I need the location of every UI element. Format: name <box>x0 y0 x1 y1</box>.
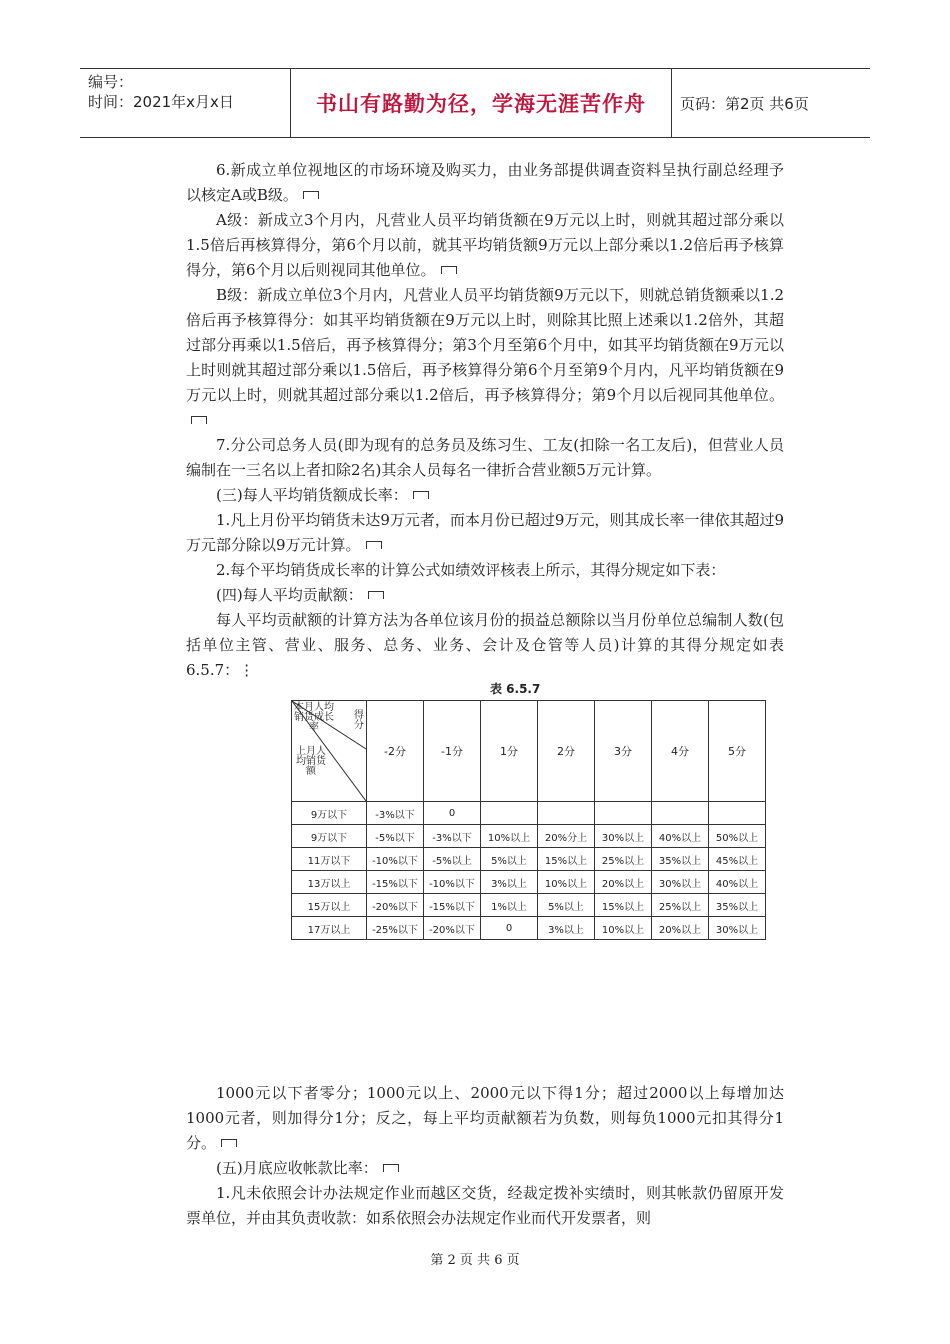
table-cell: 10%以上 <box>481 825 538 848</box>
table-header-row <box>292 701 766 802</box>
score-header: 2分 <box>538 701 595 802</box>
table-cell: 15%以上 <box>538 848 595 871</box>
table-cell: 25%以上 <box>595 848 652 871</box>
table-cell: 10%以上 <box>595 917 652 940</box>
table-cell: 0 <box>481 917 538 940</box>
table-cell: 30%以上 <box>709 917 766 940</box>
table-cell: -3%以下 <box>367 802 424 825</box>
score-header: 5分 <box>709 701 766 802</box>
table-corner-cell <box>292 701 367 802</box>
score-table-wrap <box>291 700 766 940</box>
corner-label-right: 得分 <box>354 710 364 731</box>
score-header: -2分 <box>367 701 424 802</box>
table-cell: -3%以下 <box>424 825 481 848</box>
table-cell <box>538 802 595 825</box>
table-cell: 50%以上 <box>709 825 766 848</box>
table-cell: 20%以上 <box>652 917 709 940</box>
table-cell: 40%以上 <box>652 825 709 848</box>
paragraph-mark-icon <box>191 416 207 424</box>
paragraph: (四)每人平均贡献额： <box>186 583 784 608</box>
table-cell: -20%以下 <box>424 917 481 940</box>
table-cell: -25%以下 <box>367 917 424 940</box>
table-cell: 30%以上 <box>652 871 709 894</box>
paragraph: 6.新成立单位视地区的市场环境及购买力，由业务部提供调查资料呈执行副总经理予以核定A或B级。 <box>186 161 784 204</box>
corner-label-top: 本月人均销货成长率 <box>294 702 334 733</box>
table-cell <box>481 802 538 825</box>
table-cell: 20%以上 <box>595 871 652 894</box>
table-row <box>292 825 766 848</box>
header-motto: 书山有路勤为径，学海无涯苦作舟 <box>290 69 672 137</box>
score-header: 4分 <box>652 701 709 802</box>
header-left <box>80 69 290 137</box>
table-title: 表 6.5.7 <box>490 682 541 696</box>
paragraph: 每人平均贡献额的计算方法为各单位该月份的损益总额除以当月份单位总编制人数(包括单位主管、营业、服务、总务、业务、会计及仓管等人员)计算的其得分规定如表6.5.7：⋮ <box>186 611 784 679</box>
table-cell: -15%以下 <box>367 871 424 894</box>
paragraph: 7.分公司总务人员(即为现有的总务员及练习生、工友(扣除一名工友后)，但营业人员编制在一三名以上者扣除2名)其余人员每名一律折合营业额5万元计算。 <box>186 436 784 479</box>
table-row <box>292 848 766 871</box>
page-footer: 第 2 页 共 6 页 <box>430 1253 520 1268</box>
table-cell: -15%以下 <box>424 894 481 917</box>
table-cell: -20%以下 <box>367 894 424 917</box>
table-cell: 1%以上 <box>481 894 538 917</box>
score-table <box>291 700 766 940</box>
table-cell: 25%以上 <box>652 894 709 917</box>
score-header: 3分 <box>595 701 652 802</box>
paragraph-mark-icon <box>383 1164 399 1172</box>
table-row <box>292 871 766 894</box>
table-cell: -10%以下 <box>367 848 424 871</box>
table-row <box>292 917 766 940</box>
table-cell: 30%以上 <box>595 825 652 848</box>
table-row <box>292 894 766 917</box>
body-top <box>186 158 784 683</box>
paragraph: (三)每人平均销货额成长率： <box>186 483 784 508</box>
time-label: 时间：2021年x月x日 <box>88 93 234 111</box>
paragraph: 1000元以下者零分；1000元以上、2000元以下得1分；超过2000以上每增加达1000元者，则加得分1分；反之，每上平均贡献额若为负数，则每负1000元扣其得分1分。 <box>186 1084 784 1152</box>
page-header <box>80 68 870 138</box>
row-label: 11万以下 <box>292 848 367 871</box>
body-bottom <box>186 1081 784 1231</box>
table-cell: -5%以下 <box>367 825 424 848</box>
table-cell: 40%以上 <box>709 871 766 894</box>
table-row <box>292 802 766 825</box>
score-header: 1分 <box>481 701 538 802</box>
table-cell: -10%以下 <box>424 871 481 894</box>
table-cell: 3%以上 <box>481 871 538 894</box>
table-cell <box>595 802 652 825</box>
table-cell: 10%以上 <box>538 871 595 894</box>
table-cell: -5%以上 <box>424 848 481 871</box>
score-header: -1分 <box>424 701 481 802</box>
row-label: 9万以下 <box>292 802 367 825</box>
number-label: 编号： <box>88 73 134 91</box>
paragraph: B级：新成立单位3个月内，凡营业人员平均销货额9万元以下，则就总销货额乘以1.2倍后再予核算得分：如其平均销货额在9万元以上时，则除其比照上述乘以1.2倍外，其超过部分再乘以1.5倍后，再予核算得分；第3个月至第6个月中，如其平均销货额在9万元以上时则就其超过部分乘以1.5倍后，再予核算得分第6个月至第9个月内，凡平均销货额在9万元以上时，则就其超过部分乘以1.2倍后，再予核算得分；第9个月以后视同其他单位。 <box>186 283 784 433</box>
table-cell: 35%以上 <box>709 894 766 917</box>
row-label: 13万以上 <box>292 871 367 894</box>
table-cell: 5%以上 <box>538 894 595 917</box>
paragraph-mark-icon <box>221 1139 237 1147</box>
table-cell: 45%以上 <box>709 848 766 871</box>
paragraph: 1.凡未依照会计办法规定作业而越区交货，经裁定拨补实绩时，则其帐款仍留原开发票单位，并由其负责收款：如系依照会办法规定作业而代开发票者，则 <box>186 1184 784 1227</box>
paragraph: A级：新成立3个月内，凡营业人员平均销货额在9万元以上时，则就其超过部分乘以1.5倍后再核算得分，第6个月以前，就其平均销货额9万元以上部分乘以1.2倍后再予核算得分，第6个月以后则视同其他单位。 <box>186 211 784 279</box>
paragraph-mark-icon <box>366 541 382 549</box>
row-label: 15万以上 <box>292 894 367 917</box>
row-label: 17万以上 <box>292 917 367 940</box>
paragraph: 2.每个平均销货成长率的计算公式如绩效评核表上所示，其得分规定如下表： <box>216 561 726 579</box>
paragraph-mark-icon <box>441 266 457 274</box>
paragraph-mark-icon <box>368 591 384 599</box>
row-label: 9万以下 <box>292 825 367 848</box>
table-cell <box>709 802 766 825</box>
paragraph-mark-icon <box>413 491 429 499</box>
table-cell: 0 <box>424 802 481 825</box>
header-page-info: 页码：第2页 共6页 <box>680 94 809 113</box>
paragraph: (五)月底应收帐款比率： <box>186 1156 784 1181</box>
table-cell <box>652 802 709 825</box>
table-cell: 20%分上 <box>538 825 595 848</box>
paragraph: 1.凡上月份平均销货未达9万元者，而本月份已超过9万元，则其成长率一律依其超过9万元部分除以9万元计算。 <box>186 511 784 554</box>
table-cell: 5%以上 <box>481 848 538 871</box>
table-cell: 3%以上 <box>538 917 595 940</box>
table-cell: 35%以上 <box>652 848 709 871</box>
table-cell: 15%以上 <box>595 894 652 917</box>
paragraph-mark-icon <box>303 191 319 199</box>
corner-label-bottom: 上月人均销货额 <box>296 746 326 777</box>
